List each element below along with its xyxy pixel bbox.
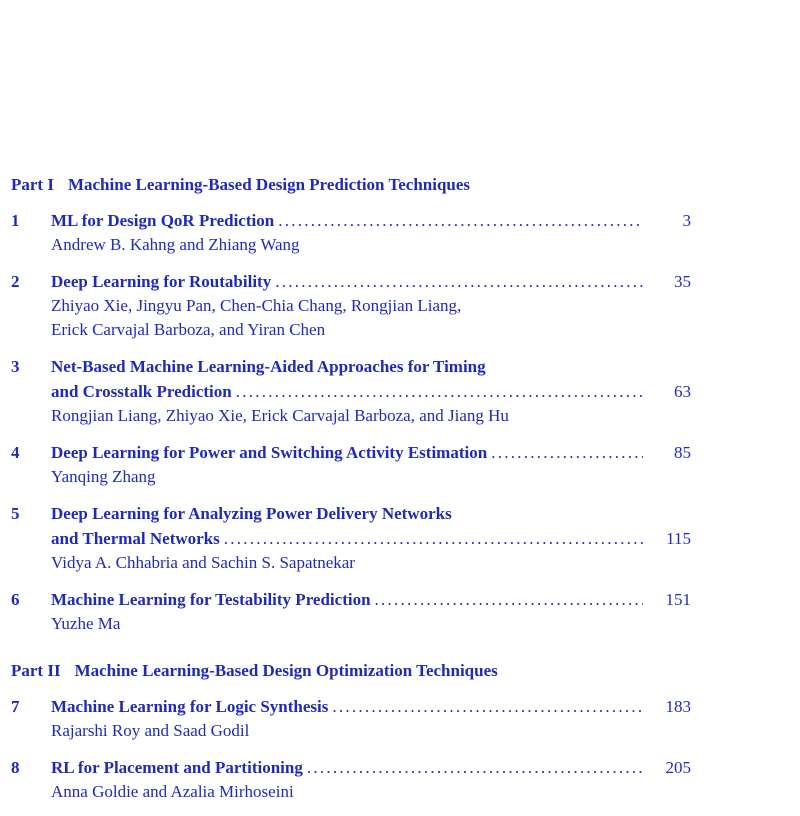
dot-leader: [236, 379, 643, 404]
page-number[interactable]: 115: [666, 529, 691, 548]
chapter-authors: Yanqing Zhang: [51, 467, 156, 486]
chapter-number: 2: [11, 272, 20, 291]
dot-leader: [278, 208, 643, 233]
page-number[interactable]: 85: [674, 443, 691, 462]
chapter-number: 7: [11, 697, 20, 716]
chapter-title-link[interactable]: Machine Learning for Testability Prediction: [51, 590, 371, 609]
chapter-authors: Rongjian Liang, Zhiyao Xie, Erick Carvajal Barboza, and Jiang Hu: [51, 406, 509, 425]
toc-entry[interactable]: [11, 440, 691, 489]
part-title: Machine Learning-Based Design Prediction Techniques: [67, 175, 471, 194]
chapter-authors: Anna Goldie and Azalia Mirhoseini: [51, 782, 294, 801]
dot-leader: [332, 694, 643, 719]
page-number[interactable]: 205: [665, 758, 691, 777]
chapter-title-link[interactable]: Net-Based Machine Learning-Aided Approaches for Timing: [51, 357, 486, 376]
table-of-contents: [11, 172, 691, 816]
chapter-number: 6: [11, 590, 20, 609]
chapter-title-link[interactable]: Deep Learning for Power and Switching Activity Estimation: [51, 443, 488, 462]
chapter-authors: Zhiyao Xie, Jingyu Pan, Chen-Chia Chang, Rongjian Liang,: [51, 296, 462, 315]
toc-entry[interactable]: [11, 501, 691, 575]
toc-entry[interactable]: [11, 755, 691, 804]
chapter-authors: Vidya A. Chhabria and Sachin S. Sapatnekar: [51, 553, 355, 572]
part-heading: [11, 172, 691, 198]
chapter-number: 4: [11, 443, 20, 462]
chapter-title-link[interactable]: Deep Learning for Routability: [51, 272, 272, 291]
chapter-authors: Andrew B. Kahng and Zhiang Wang: [51, 235, 300, 254]
dot-leader: [275, 269, 643, 294]
chapter-title-link[interactable]: RL for Placement and Partitioning: [51, 758, 303, 777]
page-number[interactable]: 183: [665, 697, 691, 716]
chapter-authors: Rajarshi Roy and Saad Godil: [51, 721, 250, 740]
page-number[interactable]: 3: [682, 211, 691, 230]
toc-entry[interactable]: [11, 269, 691, 342]
chapter-authors: Yuzhe Ma: [51, 614, 121, 633]
toc-entry[interactable]: [11, 354, 691, 428]
chapter-title-link[interactable]: and Crosstalk Prediction: [51, 382, 232, 401]
dot-leader: [375, 587, 643, 612]
part-title: Machine Learning-Based Design Optimization Techniques: [74, 661, 498, 680]
chapter-title-link[interactable]: Deep Learning for Analyzing Power Delivery Networks: [51, 504, 452, 523]
page-number[interactable]: 63: [674, 382, 691, 401]
chapter-authors: Erick Carvajal Barboza, and Yiran Chen: [51, 320, 326, 339]
toc-entry[interactable]: [11, 694, 691, 743]
part-heading: [11, 658, 691, 684]
part-label: Part I: [11, 175, 54, 194]
dot-leader: [224, 526, 643, 551]
toc-entry[interactable]: [11, 208, 691, 257]
toc-entry[interactable]: [11, 587, 691, 636]
page-number[interactable]: 35: [674, 272, 691, 291]
part-label: Part II: [11, 661, 61, 680]
page-number[interactable]: 151: [665, 590, 691, 609]
chapter-number: 5: [11, 504, 20, 523]
chapter-title-link[interactable]: ML for Design QoR Prediction: [51, 211, 275, 230]
dot-leader: [491, 440, 643, 465]
chapter-number: 3: [11, 357, 20, 376]
chapter-number: 8: [11, 758, 20, 777]
chapter-title-link[interactable]: and Thermal Networks: [51, 529, 220, 548]
chapter-title-link[interactable]: Machine Learning for Logic Synthesis: [51, 697, 329, 716]
dot-leader: [307, 755, 643, 780]
chapter-number: 1: [11, 211, 20, 230]
